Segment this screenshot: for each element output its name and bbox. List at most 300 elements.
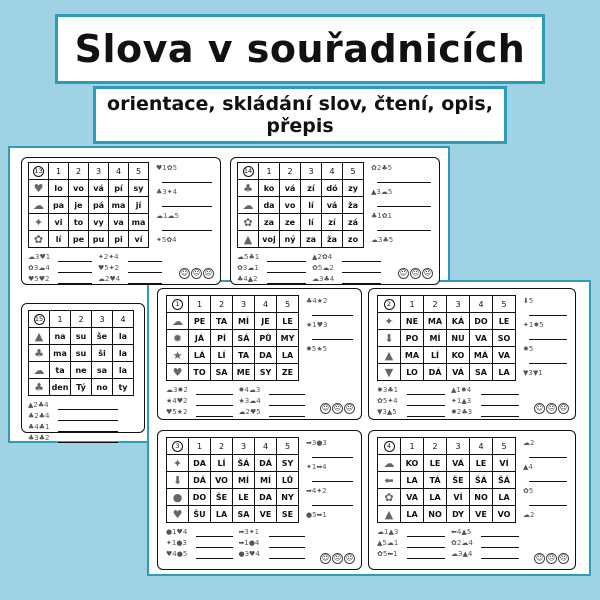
clue-symbols: ⬇5 <box>523 297 534 305</box>
column-header: 4 <box>470 438 493 455</box>
row-symbol-icon: ♣ <box>238 180 259 197</box>
happy-face-icon: ☺ <box>535 404 544 412</box>
clue-column <box>523 437 569 524</box>
answer-line <box>407 547 445 548</box>
column-header: 5 <box>493 438 516 455</box>
clue-column <box>523 295 569 382</box>
coordinate-grid <box>377 295 516 381</box>
answer-line <box>162 182 212 183</box>
grid-cell: ty <box>113 379 134 396</box>
column-header: 2 <box>71 311 92 328</box>
grid-cell: LÍ <box>211 455 233 472</box>
grid-cell: LA <box>493 489 516 506</box>
grid-cell: zo <box>343 231 364 248</box>
worksheet-card-13 <box>21 157 221 285</box>
row-symbol-icon: ♥ <box>167 364 189 381</box>
column-header: 4 <box>255 438 277 455</box>
grid-cell: DO <box>470 313 493 330</box>
grid-cell: ví <box>129 231 149 248</box>
exercise-item: ✿3☁1 <box>237 264 259 272</box>
column-header: 3 <box>447 438 470 455</box>
grid-cell: LÁ <box>189 347 211 364</box>
answer-line <box>269 558 306 559</box>
card-number-badge: 4 <box>384 441 395 452</box>
exercise-item: ✹3♣1 <box>377 386 399 394</box>
grid-cell: SY <box>277 455 299 472</box>
exercise-item: ✦1●3 <box>166 539 187 547</box>
answer-line <box>481 547 519 548</box>
column-header: 4 <box>113 311 134 328</box>
row-symbol-icon: ● <box>167 489 189 506</box>
neutral-face-icon: 😐 <box>411 269 420 277</box>
grid-cell: vo <box>280 197 301 214</box>
answer-line <box>267 261 306 262</box>
exercise-item: ✦1▲3 <box>451 397 472 405</box>
bottom-exercises <box>28 401 140 442</box>
row-symbol-icon: ✿ <box>378 489 401 506</box>
grid-cell: še <box>92 328 113 345</box>
card-number-badge: 15 <box>34 314 44 323</box>
answer-line <box>269 416 306 417</box>
grid-cell: za <box>301 231 322 248</box>
worksheet-card-1 <box>157 288 362 420</box>
exercise-item: ✿5⬅1 <box>377 550 398 558</box>
grid-cell: ze <box>280 214 301 231</box>
grid-cell: MÍ <box>255 472 277 489</box>
answer-line <box>128 272 162 273</box>
exercise-item: ☁2♥5 <box>238 408 261 416</box>
page-title: Slova v souřadnicích <box>74 27 526 71</box>
grid-cell: TÁ <box>424 472 447 489</box>
column-header: 1 <box>189 296 211 313</box>
clue-symbols: ✦5✿4 <box>156 236 177 244</box>
answer-line <box>269 405 306 406</box>
grid-cell: DY <box>447 506 470 523</box>
grid-cell: MA <box>401 347 424 364</box>
grid-cell: DA <box>255 489 277 506</box>
column-header: 3 <box>233 438 255 455</box>
answer-line <box>342 261 381 262</box>
self-assessment-faces <box>320 403 355 414</box>
neutral-face-icon: 😐 <box>333 404 342 412</box>
happy-face-icon: ☺ <box>321 404 330 412</box>
title-banner <box>55 14 545 84</box>
grid-cell: jí <box>129 197 149 214</box>
coordinate-grid <box>166 437 299 523</box>
exercise-item: ▼3▲5 <box>377 408 397 416</box>
answer-line <box>407 558 445 559</box>
sad-face-icon: ☹ <box>559 404 568 412</box>
grid-cell: pu <box>89 231 109 248</box>
card-number-badge: 3 <box>172 441 183 452</box>
exercise-item: ☁3▲4 <box>451 550 473 558</box>
clue-symbols: ✦1➡4 <box>306 463 327 471</box>
exercise-item: ♣3♣2 <box>28 434 50 442</box>
grid-cell: ža <box>343 197 364 214</box>
answer-line <box>162 206 212 207</box>
grid-cell: PO <box>401 330 424 347</box>
answer-line <box>196 405 233 406</box>
grid-cell: TA <box>233 347 255 364</box>
answer-line <box>529 505 567 506</box>
grid-cell: ma <box>129 214 149 231</box>
clue-column <box>306 437 355 524</box>
grid-cell: VE <box>255 506 277 523</box>
grid-cell: la <box>113 328 134 345</box>
column-header: 1 <box>259 163 280 180</box>
grid-cell: JÁ <box>189 330 211 347</box>
grid-cell: ný <box>280 231 301 248</box>
exercise-item: ☁3✹2 <box>166 386 188 394</box>
grid-cell: MY <box>277 330 299 347</box>
column-header: 2 <box>211 438 233 455</box>
grid-cell: za <box>259 214 280 231</box>
grid-cell: KÁ <box>447 313 470 330</box>
sad-face-icon: ☹ <box>559 554 568 562</box>
grid-cell: LE <box>424 455 447 472</box>
clue-symbols: ●5➡1 <box>306 511 327 519</box>
exercise-item: ♣4▲2 <box>237 275 258 283</box>
column-header: 1 <box>49 163 69 180</box>
worksheet-card-14 <box>230 157 440 285</box>
sad-face-icon: ☹ <box>345 404 354 412</box>
grid-cell: LE <box>277 313 299 330</box>
exercise-item: ♣4♣1 <box>28 423 50 431</box>
exercise-item: ☁3♣4 <box>312 275 335 283</box>
grid-cell: LA <box>401 472 424 489</box>
clue-symbols: ➡4✦2 <box>306 487 327 495</box>
answer-line <box>407 394 445 395</box>
grid-cell: LA <box>277 347 299 364</box>
answer-line <box>58 272 92 273</box>
grid-cell: VÁ <box>447 455 470 472</box>
exercise-item: ♥4●5 <box>166 550 188 558</box>
grid-cell: JE <box>255 313 277 330</box>
column-header: 5 <box>343 163 364 180</box>
clue-symbols: ♣4★2 <box>306 297 328 305</box>
happy-face-icon: ☺ <box>399 269 408 277</box>
row-symbol-icon: ✦ <box>167 455 189 472</box>
column-header: 4 <box>470 296 493 313</box>
answer-line <box>377 230 431 231</box>
answer-line <box>407 405 445 406</box>
grid-cell: VA <box>493 347 516 364</box>
grid-cell: pi <box>109 231 129 248</box>
clue-symbols: ✹5★5 <box>306 345 328 353</box>
answer-line <box>312 505 353 506</box>
answer-line <box>312 457 353 458</box>
grid-cell: SÁ <box>233 330 255 347</box>
answer-line <box>529 457 567 458</box>
card-number-badge: 2 <box>384 299 395 310</box>
grid-cell: DÁ <box>424 364 447 381</box>
grid-cell: pí <box>109 180 129 197</box>
happy-face-icon: ☺ <box>180 269 189 277</box>
grid-cell: SO <box>493 330 516 347</box>
grid-cell: zí <box>322 214 343 231</box>
self-assessment-faces <box>320 553 355 564</box>
clue-symbols: ♣1✿1 <box>371 212 393 220</box>
column-header: 5 <box>129 163 149 180</box>
exercise-item: ➡1●4 <box>238 539 260 547</box>
grid-cell: ZE <box>277 364 299 381</box>
column-header: 4 <box>322 163 343 180</box>
clue-symbols: ▲4 <box>523 463 533 471</box>
grid-cell: sy <box>129 180 149 197</box>
grid-cell: MÍ <box>424 330 447 347</box>
answer-line <box>128 283 162 284</box>
exercise-item: ●1♥4 <box>166 528 188 536</box>
answer-line <box>342 272 381 273</box>
grid-cell: ŠÁ <box>233 455 255 472</box>
answer-line <box>196 536 233 537</box>
row-symbol-icon: ♣ <box>29 379 50 396</box>
exercise-item: ▲2✿4 <box>312 253 333 261</box>
grid-cell: SA <box>470 364 493 381</box>
happy-face-icon: ☺ <box>321 554 330 562</box>
grid-cell: LE <box>233 489 255 506</box>
grid-cell: vá <box>322 197 343 214</box>
column-header: 5 <box>277 438 299 455</box>
grid-cell: PÍ <box>211 330 233 347</box>
answer-line <box>196 416 233 417</box>
answer-line <box>196 558 233 559</box>
grid-cell: DA <box>255 347 277 364</box>
column-header: 2 <box>69 163 89 180</box>
answer-line <box>377 206 431 207</box>
row-symbol-icon: ☁ <box>238 197 259 214</box>
exercise-item: ☁5♣1 <box>237 253 260 261</box>
column-header: 3 <box>301 163 322 180</box>
grid-cell: SA <box>233 506 255 523</box>
answer-line <box>162 230 212 231</box>
column-header: 3 <box>89 163 109 180</box>
answer-line <box>58 431 118 432</box>
row-symbol-icon: ✹ <box>167 330 189 347</box>
exercise-item: ☁3♥1 <box>28 253 51 261</box>
row-symbol-icon: ✦ <box>378 313 401 330</box>
row-symbol-icon: ✦ <box>29 214 49 231</box>
grid-cell: NY <box>277 489 299 506</box>
grid-cell: ŠE <box>447 472 470 489</box>
column-header: 5 <box>493 296 516 313</box>
exercise-item: ★4♥2 <box>166 397 188 405</box>
grid-cell: ta <box>50 362 71 379</box>
answer-line <box>481 558 519 559</box>
grid-cell: VÍ <box>493 455 516 472</box>
row-symbol-icon: ☁ <box>167 313 189 330</box>
grid-cell: sa <box>92 362 113 379</box>
grid-cell: ma <box>50 345 71 362</box>
grid-cell: VÍ <box>447 489 470 506</box>
answer-line <box>58 409 118 410</box>
row-symbol-icon: ✿ <box>29 231 49 248</box>
sad-face-icon: ☹ <box>204 269 213 277</box>
grid-cell: LÍ <box>424 347 447 364</box>
grid-cell: ŠÁ <box>493 472 516 489</box>
grid-cell: va <box>109 214 129 231</box>
column-header: 1 <box>401 296 424 313</box>
answer-line <box>58 261 92 262</box>
grid-cell: la <box>113 362 134 379</box>
grid-cell: ne <box>71 362 92 379</box>
clue-column <box>371 162 433 249</box>
grid-cell: DÁ <box>255 455 277 472</box>
row-symbol-icon: ⬇ <box>167 472 189 489</box>
answer-line <box>267 272 306 273</box>
clue-symbols: ✦1✹5 <box>523 321 544 329</box>
grid-cell: ža <box>322 231 343 248</box>
exercise-item: ☁2♥4 <box>98 275 121 283</box>
clue-symbols: ✹5 <box>523 345 534 353</box>
grid-cell: vy <box>89 214 109 231</box>
clue-symbols: ★1♥3 <box>306 321 328 329</box>
self-assessment-faces <box>398 268 433 279</box>
grid-cell: MÍ <box>233 472 255 489</box>
column-header: 4 <box>255 296 277 313</box>
exercise-item: ♣2♣4 <box>28 412 50 420</box>
grid-cell: DO <box>189 489 211 506</box>
worksheet-card-15 <box>21 303 145 442</box>
answer-line <box>312 315 353 316</box>
answer-line <box>529 339 567 340</box>
grid-cell: zy <box>343 180 364 197</box>
grid-cell: la <box>113 345 134 362</box>
grid-cell: MÁ <box>470 347 493 364</box>
row-symbol-icon: ♣ <box>29 345 50 362</box>
grid-cell: VA <box>401 489 424 506</box>
exercise-item: ✦2✦4 <box>98 253 119 261</box>
clue-symbols: ➡3●3 <box>306 439 327 447</box>
grid-cell: su <box>71 345 92 362</box>
exercise-item: ✹4☁3 <box>238 386 261 394</box>
row-symbol-icon: ✿ <box>238 214 259 231</box>
card-number-badge: 13 <box>34 166 43 175</box>
grid-cell: VO <box>493 506 516 523</box>
row-symbol-icon: ☁ <box>378 455 401 472</box>
clue-symbols: ▲3☁5 <box>371 188 393 196</box>
neutral-face-icon: 😐 <box>192 269 201 277</box>
grid-cell: ma <box>109 197 129 214</box>
exercise-item: ⬅4▲5 <box>451 528 472 536</box>
clue-column <box>306 295 355 382</box>
grid-cell: ME <box>233 364 255 381</box>
grid-cell: ŠE <box>211 489 233 506</box>
answer-line <box>407 416 445 417</box>
grid-cell: LA <box>493 364 516 381</box>
grid-cell: VÁ <box>447 364 470 381</box>
answer-line <box>58 420 118 421</box>
grid-cell: pa <box>49 197 69 214</box>
answer-line <box>481 416 519 417</box>
clue-symbols: ☁1☁5 <box>156 212 179 220</box>
answer-line <box>481 394 519 395</box>
row-symbol-icon: ♥ <box>29 180 49 197</box>
self-assessment-faces <box>534 553 569 564</box>
grid-cell: LÍ <box>211 347 233 364</box>
column-header: 2 <box>424 438 447 455</box>
exercise-item: ✿5✦4 <box>377 397 398 405</box>
grid-cell: PŮ <box>255 330 277 347</box>
grid-cell: voj <box>259 231 280 248</box>
grid-cell: LE <box>470 455 493 472</box>
grid-cell: KO <box>447 347 470 364</box>
exercise-item: ▲5☁1 <box>377 539 399 547</box>
grid-cell: ši <box>92 345 113 362</box>
grid-cell: pe <box>69 231 89 248</box>
grid-cell: NO <box>470 489 493 506</box>
sad-face-icon: ☹ <box>423 269 432 277</box>
coordinate-grid <box>377 437 516 523</box>
exercise-item: ♥5✦2 <box>98 264 120 272</box>
grid-cell: SY <box>255 364 277 381</box>
answer-line <box>269 536 306 537</box>
grid-cell: DA <box>189 455 211 472</box>
column-header: 2 <box>211 296 233 313</box>
clue-symbols: ☁2 <box>523 439 535 447</box>
card-number-badge: 1 <box>172 299 183 310</box>
subtitle-banner <box>93 86 507 144</box>
exercise-item: ✿2☁4 <box>451 539 473 547</box>
grid-cell: MA <box>424 313 447 330</box>
grid-cell: MÍ <box>233 313 255 330</box>
answer-line <box>58 442 118 443</box>
grid-cell: LŮ <box>277 472 299 489</box>
clue-symbols: ☁2 <box>523 511 535 519</box>
exercise-item: ▲2♣4 <box>28 401 49 409</box>
column-header: 2 <box>424 296 447 313</box>
grid-cell: dó <box>322 180 343 197</box>
answer-line <box>58 283 92 284</box>
grid-cell: vo <box>69 180 89 197</box>
grid-cell: na <box>50 328 71 345</box>
grid-cell: ŠU <box>189 506 211 523</box>
column-header: 1 <box>189 438 211 455</box>
row-symbol-icon: ⬅ <box>378 472 401 489</box>
coordinate-grid <box>237 162 364 248</box>
grid-cell: den <box>50 379 71 396</box>
grid-cell: vi <box>49 214 69 231</box>
coordinate-grid <box>28 162 149 248</box>
grid-cell: NE <box>401 313 424 330</box>
clue-column <box>156 162 214 249</box>
answer-line <box>377 182 431 183</box>
row-symbol-icon: ▲ <box>29 328 50 345</box>
column-header: 1 <box>50 311 71 328</box>
row-symbol-icon: ⬇ <box>378 330 401 347</box>
exercise-item: ★3☁4 <box>238 397 261 405</box>
column-header: 3 <box>233 296 255 313</box>
grid-cell: LO <box>401 364 424 381</box>
grid-cell: zí <box>301 180 322 197</box>
row-symbol-icon: ▲ <box>378 506 401 523</box>
grid-cell: vá <box>89 180 109 197</box>
answer-line <box>267 283 306 284</box>
column-header: 3 <box>92 311 113 328</box>
column-header: 5 <box>277 296 299 313</box>
clue-symbols: ▼3▼1 <box>523 369 543 377</box>
answer-line <box>128 261 162 262</box>
neutral-face-icon: 😐 <box>547 554 556 562</box>
neutral-face-icon: 😐 <box>547 404 556 412</box>
grid-cell: da <box>259 197 280 214</box>
row-symbol-icon: ▼ <box>378 364 401 381</box>
answer-line <box>481 405 519 406</box>
grid-cell: no <box>92 379 113 396</box>
page-subtitle: orientace, skládání slov, čtení, opis, přepis <box>107 93 493 137</box>
exercise-item: ♥5★2 <box>166 408 188 416</box>
clue-symbols: ✿2♣5 <box>371 164 393 172</box>
